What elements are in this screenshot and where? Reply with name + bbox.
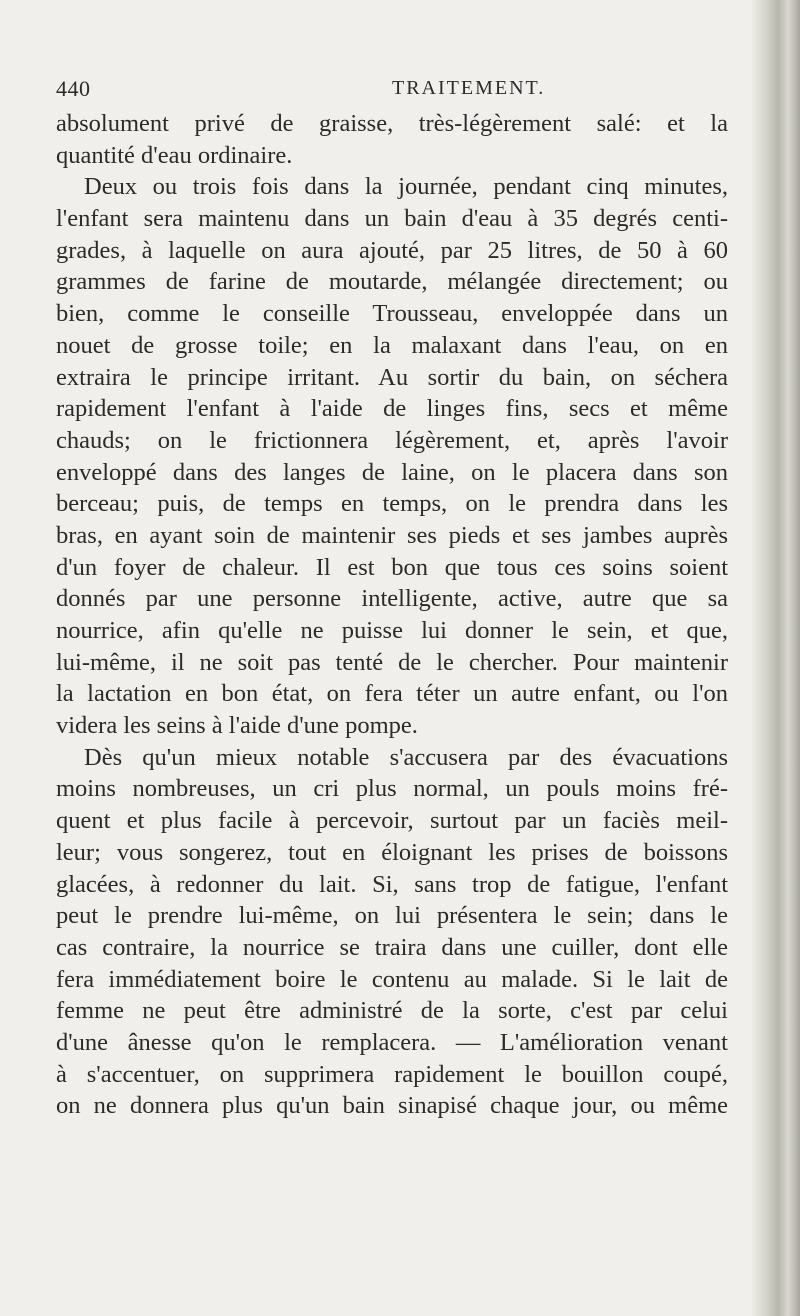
text-line: bien, comme le conseille Trousseau, enveloppée dans un (56, 300, 728, 328)
text-line: cas contraire, la nourrice se traira dans une cuiller, dont elle (56, 933, 728, 961)
text-line: videra les seins à l'aide d'une pompe. (56, 712, 418, 740)
text-line: absolument privé de graisse, très-légèrement salé: et la (56, 110, 728, 137)
text-line: quantité d'eau ordinaire. (56, 141, 293, 169)
text-line: quent et plus facile à percevoir, surtout par un faciès meil- (56, 807, 728, 835)
page-number: 440 (56, 76, 91, 101)
text-line: l'enfant sera maintenu dans un bain d'eau à 35 degrés centi- (56, 205, 728, 233)
text-line: lui-même, il ne soit pas tenté de le chercher. Pour maintenir (56, 648, 728, 676)
text-line: grammes de farine de moutarde, mélangée directement; ou (56, 268, 728, 296)
text-line: extraira le principe irritant. Au sortir du bain, on séchera (56, 363, 728, 391)
text-line: femme ne peut être administré de la sorte, c'est par celui (56, 997, 728, 1025)
text-line: nouet de grosse toile; en la malaxant dans l'eau, on en (56, 331, 728, 359)
text-line: chauds; on le frictionnera légèrement, et, après l'avoir (56, 426, 728, 454)
page-header (56, 76, 746, 112)
text-line: glacées, à redonner du lait. Si, sans trop de fatigue, l'enfant (56, 870, 728, 898)
text-line: moins nombreuses, un cri plus normal, un pouls moins fré- (56, 775, 728, 803)
text-line: grades, à laquelle on aura ajouté, par 25 litres, de 50 à 60 (56, 236, 728, 264)
text-line: berceau; puis, de temps en temps, on le prendra dans les (56, 490, 728, 518)
text-line: à s'accentuer, on supprimera rapidement le bouillon coupé, (56, 1060, 728, 1088)
text-line: on ne donnera plus qu'un bain sinapisé chaque jour, ou même (56, 1092, 728, 1120)
text-line: leur; vous songerez, tout en éloignant les prises de boissons (56, 838, 728, 866)
text-line: enveloppé dans des langes de laine, on le placera dans son (56, 458, 728, 486)
text-line: rapidement l'enfant à l'aide de linges fins, secs et même (56, 395, 728, 423)
text-line: Dès qu'un mieux notable s'accusera par des évacuations (84, 743, 728, 771)
text-line: d'une ânesse qu'on le remplacera. — L'amélioration venant (56, 1028, 728, 1056)
text-line: nourrice, afin qu'elle ne puisse lui donner le sein, et que, (56, 617, 728, 644)
text-line: Deux ou trois fois dans la journée, pendant cinq minutes, (84, 173, 728, 201)
body-text (56, 108, 728, 1122)
text-line: donnés par une personne intelligente, active, autre que sa (56, 585, 728, 613)
text-line: d'un foyer de chaleur. Il est bon que tous ces soins soient (56, 553, 728, 581)
page-binding-edge (752, 0, 800, 1316)
text-line: la lactation en bon état, on fera téter un autre enfant, ou l'on (56, 680, 728, 708)
text-line: bras, en ayant soin de maintenir ses pieds et ses jambes auprès (56, 521, 728, 549)
text-line: peut le prendre lui-même, on lui présentera le sein; dans le (56, 902, 728, 930)
running-title: TRAITEMENT. (392, 77, 546, 99)
text-line: fera immédiatement boire le contenu au malade. Si le lait de (56, 965, 728, 993)
